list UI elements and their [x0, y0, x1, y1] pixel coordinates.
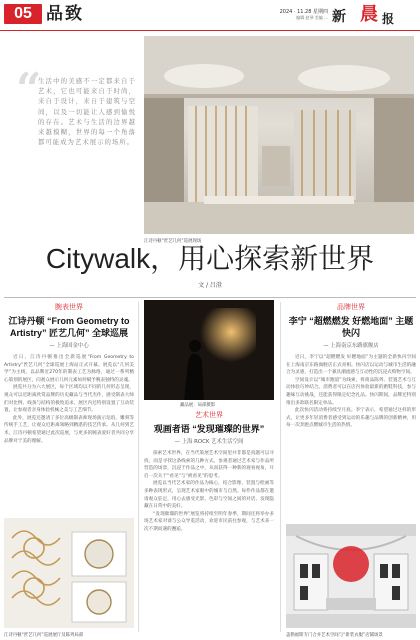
watch-photo-caption: 江诗丹顿“匠艺几何”巡展展厅及陈列局部: [4, 633, 84, 638]
article-paragraph: 展览共分为六大展区，每个区域均以不同的几何形态呈现，观众可以近距离欣赏品牌的历史藏品与当代杰作，感受制表大师们对比例、线条与结构的极致追求。展区内还特别设置了互动装置，让参观者亲身体验机械之美与工艺细节。: [4, 385, 134, 414]
column-kicker: 品牌世界: [337, 303, 365, 311]
column-divider: [280, 302, 281, 632]
article-paragraph: 此外，展览还邀请了多位高级制表师现场演示珐琅、雕刻等传统手工艺，让观众近距离领略到精湛的技艺传承。从几何到艺术，江诗丹顿希望通过此次巡展，与更多的腕表爱好者共同分享品牌对于美的理解。: [4, 415, 134, 444]
store-photo: [286, 524, 416, 628]
section-title: 品致: [46, 4, 84, 24]
article-paragraph: 探索艺术世界，在当代策展艺术空间里并非都是真题可以寻找，而是寻找这条线索的几种方式。参观者通过艺术家与作品所营造的场景，沉浸于作品之中，从而获得一种新的观看视角，开启一次关于“看见”与“被看见”的思考。: [144, 451, 274, 479]
header-rule: [0, 30, 420, 31]
headline-rule: [4, 297, 416, 298]
exhibition-photo-caption: 江诗丹顿“匠艺几何”巡展现场: [144, 239, 202, 244]
art-photo: [144, 300, 274, 400]
pull-quote: 生活中的美感不一定都来自于艺术，它也可能来自于时尚，来自于设计，来自于建筑与空间，以及一切能让人感到愉悦的存在。艺术与生活的边界越来越模糊，世界的每一个角落都可能成为艺术展示的场所。: [38, 77, 136, 147]
watch-exhibit-photo: [4, 518, 134, 628]
issue-meta: 编辑 赵琴 美编 …: [296, 15, 328, 20]
column-title: 观画者语 “发现璀璨的世界”: [153, 424, 265, 434]
main-headline: Citywalk，用心探索新世界: [45, 243, 375, 274]
article-paragraph: 近日，李宁以“超燃燃发 好燃地面”为主题的全新快闪空间在上海南京东路旗舰店正式亮相。快闪店以运动与城市生活的融合为灵感，打造出一个兼具潮流感与互动性的沉浸式购物空间。: [286, 355, 416, 376]
column-title: 李宁 “超燃燃发 好燃地面” 主题快闪: [288, 316, 414, 338]
column-kicker: 腕表世界: [55, 303, 83, 311]
article-paragraph: 此次快闪活动将持续至月底。李宁表示，希望通过这样的形式，让更多年轻消费者感受到运动的乐趣与品牌的创新精神，用每一次奔跑点燃城市生活的热情。: [286, 408, 416, 429]
column-brand: [286, 302, 416, 430]
column-art: [144, 410, 274, 534]
column-divider: [138, 302, 139, 632]
exhibition-photo: [144, 36, 414, 234]
art-photo-caption: 藏品展：局部摄影: [180, 403, 216, 408]
quote-mark-icon: “: [16, 64, 42, 115]
column-title: 江诗丹顿 “From Geometry to Artistry” 匠艺几何” 全球巡展: [8, 316, 130, 338]
column-watch: [4, 302, 134, 445]
column-subtitle: — 上海 ROCK 艺术生活空间: [174, 439, 244, 445]
column-subtitle: — 上海国金中心: [49, 343, 89, 349]
column-subtitle: — 上海南京东路旗舰店: [323, 343, 379, 349]
article-paragraph: 近日，江诗丹顿推出全新巡展“From Geometry to Artistry”匠艺几何”全球巡展上海站正式开幕。展览以“几何美学”为主线，以品牌近270年的制表工艺为脉络，通过一系列精心策划的展区，向观众展示几何元素如何赋予腕表独特的灵魂。: [4, 355, 134, 383]
section-number: 05: [4, 4, 42, 24]
article-paragraph: “发现璀璨的世界”展览将持续至明年春季，期间还将举办多场艺术家对谈与公众导览活动，欢迎市民前往参观，与艺术来一次不期而遇的邂逅。: [144, 511, 274, 532]
article-paragraph: 空间设计以“城市跑道”为线索，将商品陈列、装置艺术与互动体验巧妙结合。消费者可以在店内体验最新的跑鞋科技，参与趣味互动挑战，还能获得限定纪念礼品。快闪期间，品牌还特别推出多款联名限定单品。: [286, 377, 416, 406]
byline: 文 / 吕澄: [198, 282, 222, 289]
column-kicker: 艺术世界: [195, 411, 223, 419]
newspaper-logo: 新 晨 报: [332, 4, 395, 26]
issue-date: 2024 · 11.28 星期四: [279, 9, 328, 15]
article-paragraph: 展览以当代艺术家的作品为核心，结合影像、装置与绘画等多种表现形式，呈现艺术家眼中的城市与自然。每件作品都在邀请观众驻足，用心去感受光影、色彩与空间之间的对话，发现隐藏在日常中的美好。: [144, 481, 274, 510]
store-photo-caption: 盖勒福斯专门合并艺术空间与“新装衣服”店铺场景: [286, 633, 383, 638]
